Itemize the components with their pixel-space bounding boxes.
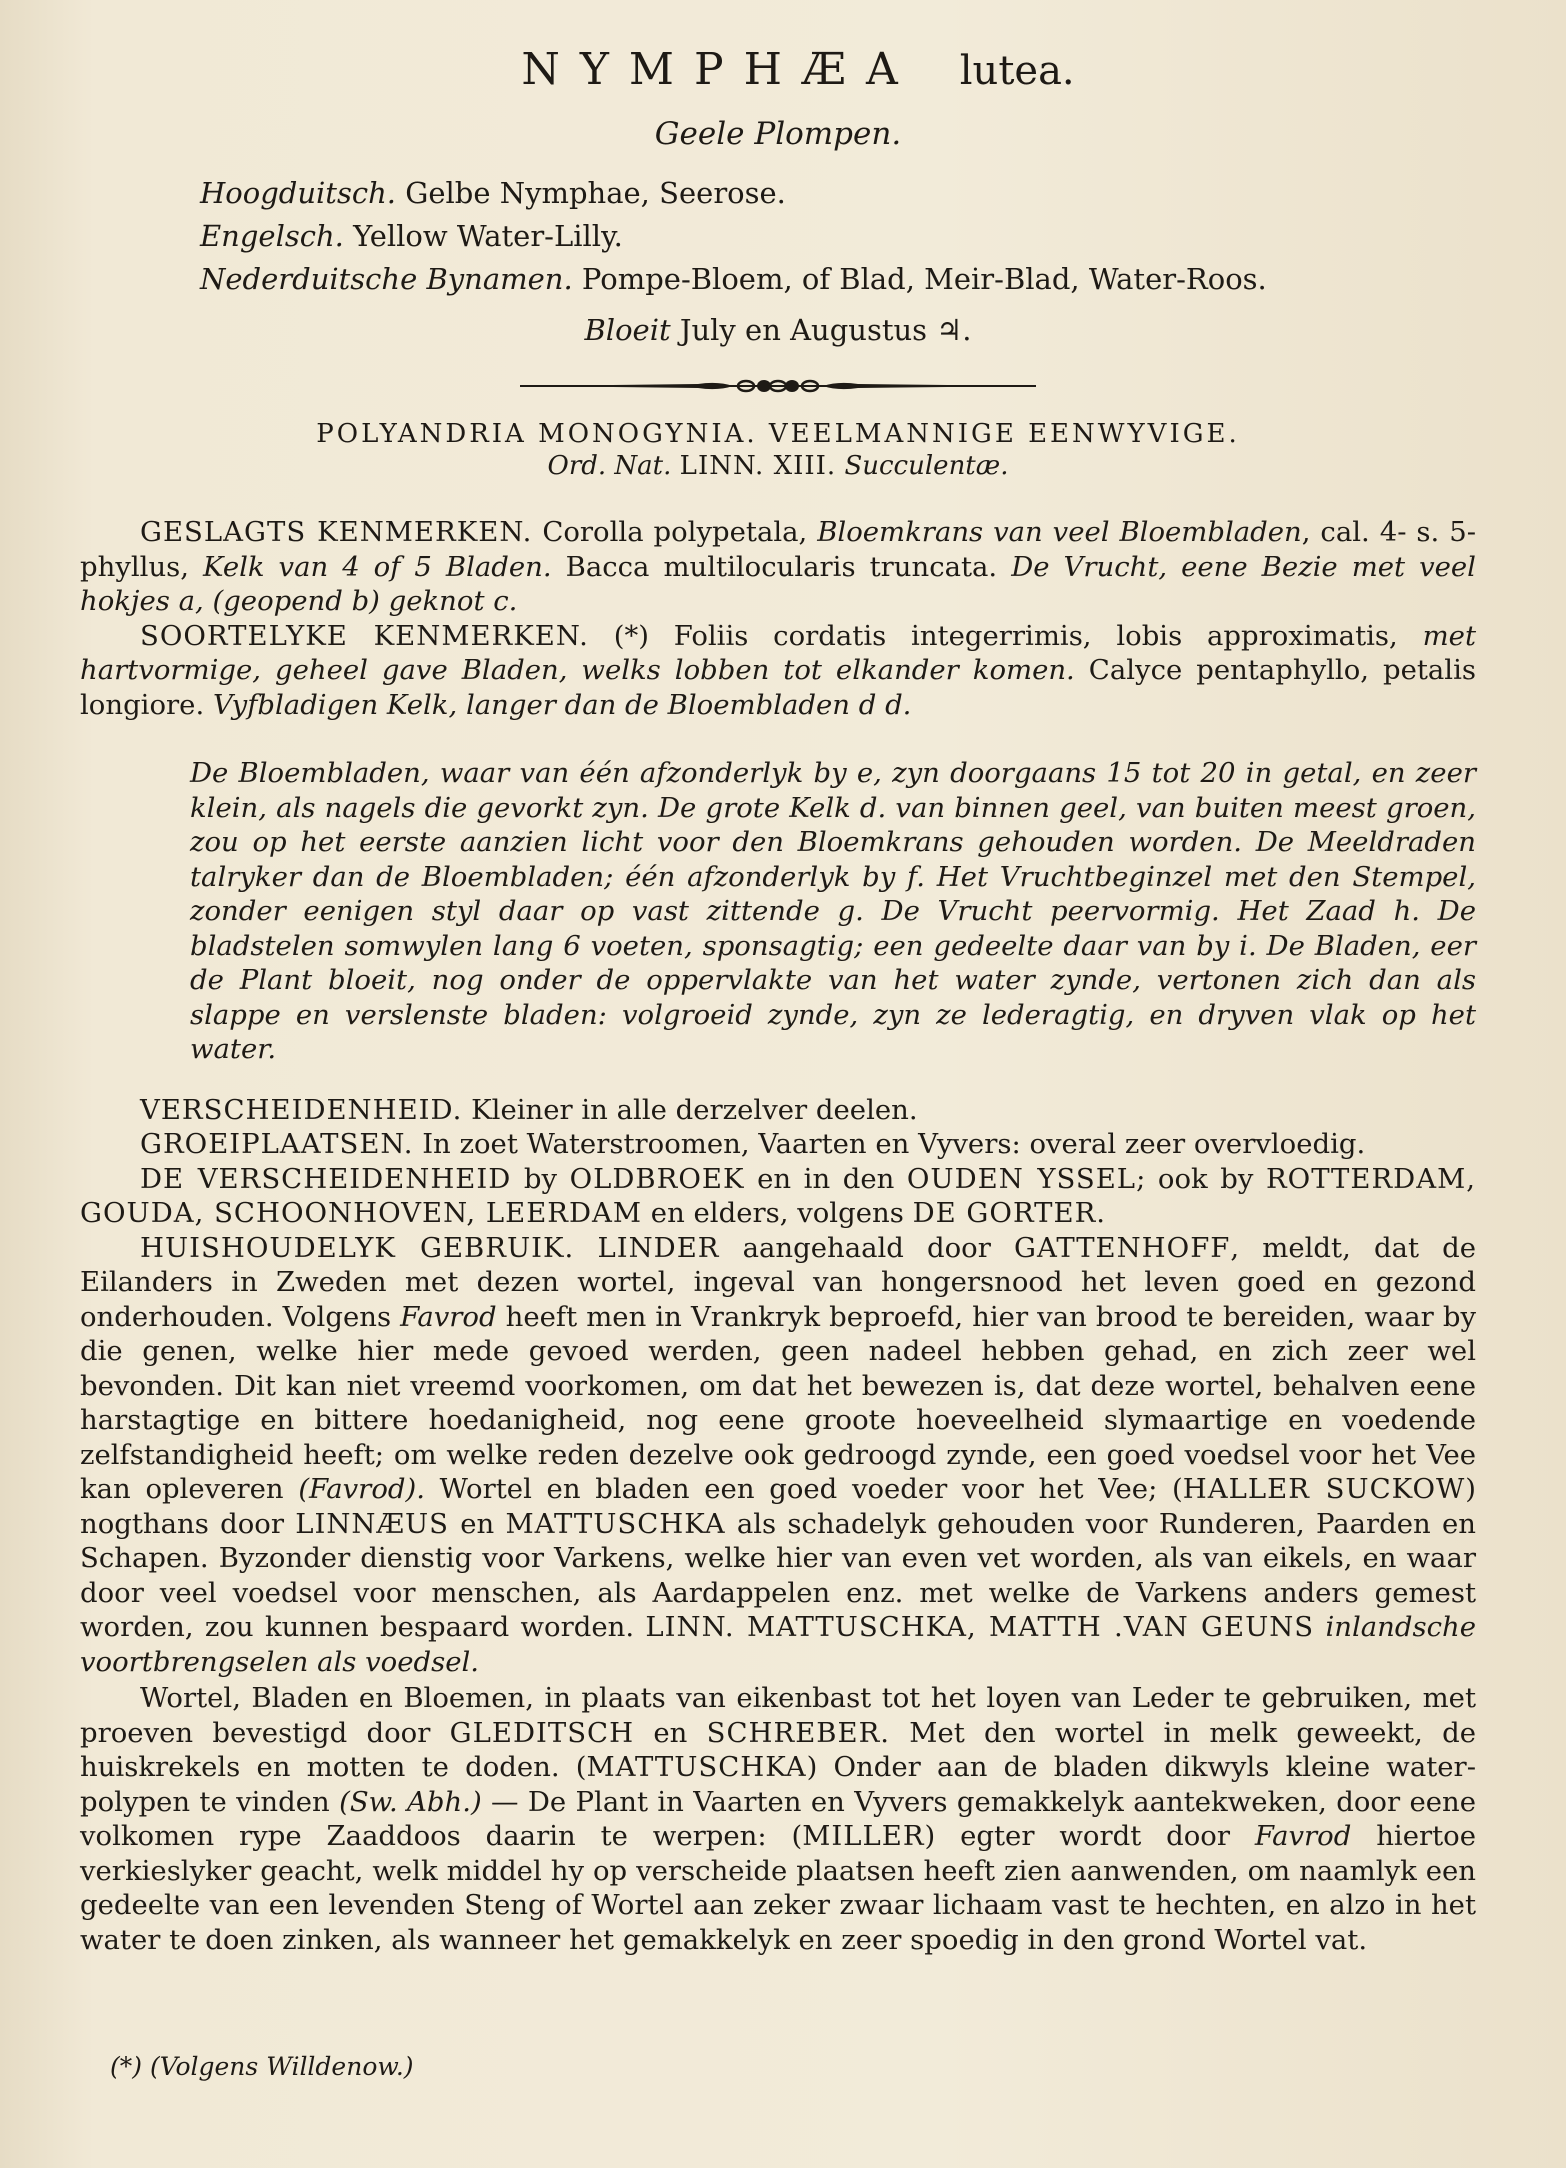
- author-linnaeus: LINNÆUS: [295, 1507, 450, 1540]
- subtitle: Geele Plompen.: [654, 116, 902, 152]
- wortel-text-1: Wortel, Bladen en Bloemen, in plaats van eikenbast tot het loyen van Leder te gebruiken, met proeven bevestigd door: [80, 1682, 1476, 1749]
- title-genus: NYMPHÆA: [521, 44, 918, 95]
- locations-heading: DE VERSCHEIDENHEID: [140, 1162, 512, 1195]
- wortel-block: [80, 1681, 1476, 1957]
- verscheidenheid-paragraph: [80, 1093, 1476, 1128]
- groeiplaatsen-heading: GROEIPLAATSEN.: [140, 1128, 414, 1160]
- gebruik-text-4: Wortel en bladen een goed voeder voor het Vee; (: [439, 1473, 1183, 1505]
- geslagts-italic-3: De Vrucht, eene Bezie met veel hokjes a, (geopend b) geknot c.: [80, 550, 1476, 617]
- linnaean-class: POLYANDRIA MONOGYNIA. VEELMANNIGE EENWYVIGE.: [316, 419, 1240, 449]
- natural-order: [80, 451, 1476, 481]
- details-block: [80, 1093, 1476, 1680]
- engelsch-label: Engelsch.: [200, 219, 344, 253]
- author-mattuschka: MATTUSCHKA: [505, 1507, 726, 1540]
- hoogduitsch-label: Hoogduitsch.: [200, 176, 396, 210]
- citation-favrod: (Favrod).: [298, 1473, 425, 1505]
- gebruik-heading: HUISHOUDELYK GEBRUIK.: [140, 1231, 575, 1264]
- author-schreber: SCHREBER.: [706, 1716, 891, 1749]
- gebruik-text-3: heeft men in Vrankryk beproefd, hier van brood te bereiden, waar by die genen, welke hier mede gevoed werden, geen nadeel hebben gehad, en zich zeer wel bevonden. Dit kan niet vreemd voorkomen, om dat het bewezen is, dat deze wortel, behalven eene harstagtige en bittere hoedanigheid, nog eene groote hoeveelheid slymaartige en voedende zelfstandigheid heeft; om welke reden dezelve ook gedroogd zynde, een goed voedsel voor het Vee kan opleveren: [80, 1300, 1476, 1505]
- wortel-text-6: ) egter wordt door: [924, 1820, 1230, 1852]
- authors-linn-mattuschka-geuns: LINN. MATTUSCHKA, MATTH .VAN GEUNS: [645, 1611, 1315, 1643]
- verscheidenheid-heading: VERSCHEIDENHEID.: [140, 1093, 463, 1126]
- groeiplaatsen-text: In zoet Waterstroomen, Vaarten en Vyvers: overal zeer overvloedig.: [422, 1128, 1366, 1160]
- name-line-engelsch: [200, 215, 1476, 258]
- soortelyke-text-2: Calyce pentaphyllo, petalis longiore.: [80, 654, 1476, 721]
- bloom-value: July en Augustus ♃.: [679, 313, 972, 347]
- bloom-label: Bloeit: [584, 313, 671, 347]
- page-title: [120, 44, 1476, 102]
- author-gattenhoff: GATTENHOFF: [1014, 1231, 1231, 1264]
- locations-text-3: ; ook by: [1136, 1162, 1254, 1195]
- locations-paragraph: [80, 1162, 1476, 1231]
- geslagts-text-3: Bacca multilocularis truncata.: [565, 550, 998, 583]
- geslagts-italic-1: Bloemkrans van veel Bloembladen: [817, 516, 1302, 548]
- wortel-text-7: hiertoe verkieslyker geacht, welk middel hy op verscheide plaatsen heeft zien aanwenden, om naamlyk een gedeelte van een levenden Steng of Wortel aan zeker zwaar lichaam vast te hechten, en alzo in het water te doen zinken, als wanneer het gemakkelyk en zeer spoedig in den grond Wortel vat.: [80, 1820, 1476, 1956]
- wortel-text-3: Met den wortel in melk geweekt, de huiskrekels en motten te doden. (: [80, 1716, 1476, 1783]
- gebruik-text-7: als schadelyk gehouden voor Runderen, Paarden en Schapen. Byzonder dienstig voor Varkens, welke hier van even vet worden, als van eikels, en waar door veel voedsel voor menschen, als Aardappelen enz. met welke de Varkens anders gemest worden, zou kunnen bespaard worden.: [80, 1507, 1476, 1643]
- geslagts-text-1: Corolla polypetala,: [542, 516, 808, 548]
- gebruik-text-1: aangehaald door: [742, 1231, 991, 1264]
- footnote: (*) (Volgens Willdenow.): [110, 2052, 414, 2081]
- ord-linn: LINN. XIII.: [679, 451, 837, 481]
- locations-text-4: en elders, volgens: [650, 1197, 904, 1229]
- soortelyke-italic-2: Vyfbladigen Kelk, langer dan de Bloembladen d d.: [212, 688, 912, 721]
- place-oldbroek: OLDBROEK: [569, 1162, 745, 1195]
- author-gleditsch: GLEDITSCH: [449, 1716, 635, 1749]
- ornamental-rule: [518, 375, 1038, 397]
- geslagts-heading: GESLAGTS KENMERKEN.: [140, 516, 533, 548]
- author-haller-suckow: HALLER SUCKOW: [1182, 1473, 1466, 1505]
- gebruik-text-6: en: [460, 1507, 495, 1540]
- nederduitsch-label: Nederduitsche Bynamen.: [200, 262, 573, 296]
- ord-label: Ord. Nat.: [547, 451, 672, 481]
- place-list: ROTTERDAM, GOUDA, SCHOONHOVEN, LEERDAM: [80, 1162, 1476, 1229]
- soortelyke-heading: SOORTELYKE KENMERKEN.: [140, 619, 589, 652]
- name-line-hoogduitsch: [200, 172, 1476, 215]
- author-de-gorter: DE GORTER.: [912, 1197, 1107, 1229]
- gebruik-paragraph: [80, 1231, 1476, 1680]
- geslagts-italic-2: Kelk van 4 of 5 Bladen.: [203, 550, 552, 583]
- soortelyke-kenmerken: [80, 619, 1476, 723]
- locations-text-1: by: [523, 1162, 557, 1195]
- author-favrod-2: Favrod: [1254, 1820, 1352, 1852]
- ornament-divider-icon: [518, 375, 1038, 397]
- gebruik-text-5: ) nogthans door: [80, 1473, 1476, 1540]
- wortel-paragraph: [80, 1681, 1476, 1957]
- soortelyke-italic-1: met hartvormige, geheel gave Bladen, welks lobben tot elkander komen.: [80, 619, 1476, 686]
- groeiplaatsen-paragraph: [80, 1127, 1476, 1162]
- verscheidenheid-text: Kleiner in alle derzelver deelen.: [471, 1093, 918, 1126]
- geslagts-kenmerken: [80, 515, 1476, 619]
- author-linder: LINDER: [597, 1231, 720, 1264]
- ord-name: Succulentæ.: [844, 451, 1009, 481]
- citation-voedsel: inlandsche voortbrengselen als voedsel.: [80, 1611, 1476, 1678]
- author-miller: MILLER: [802, 1820, 925, 1852]
- plant-description: De Bloembladen, waar van één afzonderlyk by e, zyn doorgaans 15 tot 20 in getal, en zeer klein, als nagels die gevorkt zyn. De grote Kelk d. van binnen geel, van buiten meest groen, zou op het eerste aanzien licht voor den Bloemkrans gehouden worden. De Meeldraden talryker dan de Bloembladen; één afzonderlyk by f. Het Vruchtbeginzel met den Stempel, zonder eenigen styl daar op vast zittende g. De Vrucht peervormig. Het Zaad h. De bladstelen somwylen lang 6 voeten, sponsagtig; een gedeelte daar van by i. De Bladen, eer de Plant bloeit, nog onder de oppervlakte van het water zynde, vertonen zich dan als slappe en verslenste bladen: volgroeid zynde, zyn ze lederagtig, en dryven vlak op het water.: [190, 757, 1476, 1065]
- engelsch-value: Yellow Water-Lilly.: [353, 219, 623, 253]
- wortel-text-5: — De Plant in Vaarten en Vyvers gemakkelyk aantekweken, door eene volkomen rype Zaaddoos daarin te werpen: (: [80, 1785, 1476, 1852]
- vernacular-names: [200, 172, 1476, 301]
- name-line-nederduitsch: [200, 258, 1476, 301]
- place-ouden-yssel: OUDEN YSSEL: [906, 1162, 1137, 1195]
- soortelyke-text-1: (*) Foliis cordatis integerrimis, lobis approximatis,: [613, 619, 1398, 652]
- author-mattuschka-2: MATTUSCHKA: [586, 1751, 807, 1783]
- wortel-text-2: en: [653, 1716, 688, 1749]
- bloom-period: [80, 313, 1476, 347]
- characters-block: [80, 515, 1476, 722]
- geslagts-text-2: , cal. 4- s. 5- phyllus,: [80, 516, 1476, 583]
- title-species: lutea.: [959, 48, 1075, 94]
- author-favrod: Favrod: [400, 1300, 497, 1333]
- locations-text-2: en in den: [757, 1162, 895, 1195]
- gebruik-text-2: , meldt, dat de Eilanders in Zweden met dezen wortel, ingeval van hongersnood het leven goed en gezond onderhouden. Volgens: [80, 1231, 1476, 1333]
- citation-sw-abh: (Sw. Abh.): [339, 1785, 482, 1818]
- hoogduitsch-value: Gelbe Nymphae, Seerose.: [405, 176, 786, 210]
- wortel-text-4: ) Onder aan de bladen dikwyls kleine water-polypen te vinden: [80, 1751, 1476, 1818]
- nederduitsch-value: Pompe-Bloem, of Blad, Meir-Blad, Water-Roos.: [581, 262, 1267, 296]
